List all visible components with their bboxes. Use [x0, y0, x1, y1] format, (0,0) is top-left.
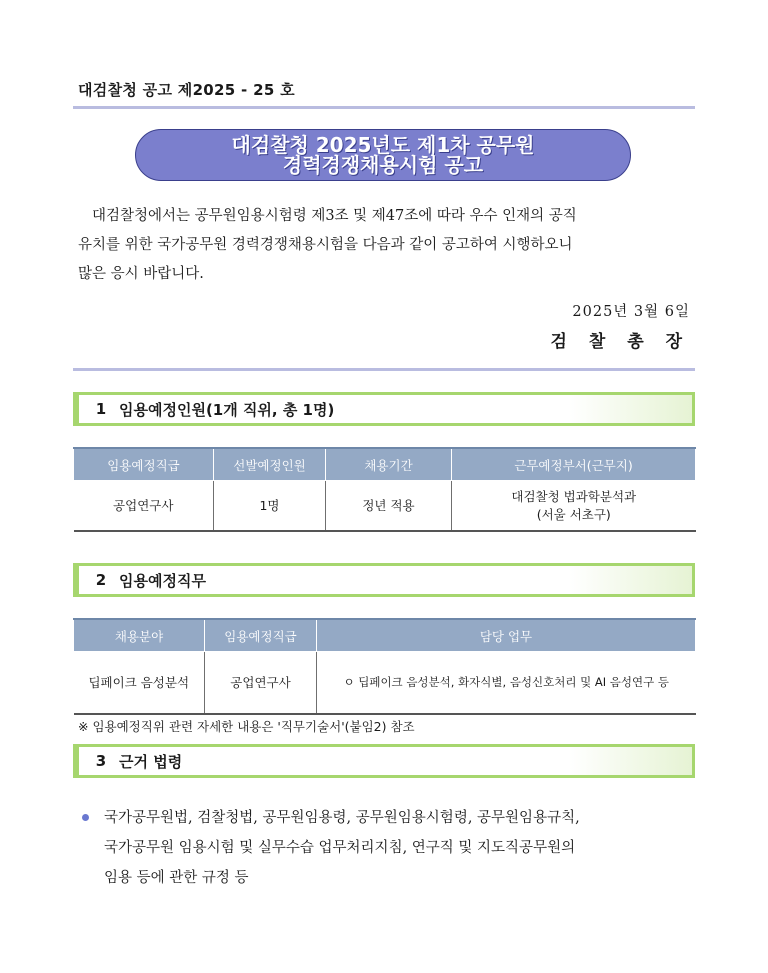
law-list [88, 803, 694, 893]
duty-table [73, 618, 696, 715]
law-line-3: 임용 등에 관한 규정 등 [104, 870, 249, 886]
section-1-number: 1 [95, 400, 107, 418]
notice-date: 2025년 3월 6일 [572, 304, 690, 320]
section-1-label: 임용예정인원(1개 직위, 총 1명) [119, 400, 335, 419]
department-location: (서울 서초구) [536, 507, 611, 523]
table-header-row [74, 448, 696, 481]
middle-divider [73, 368, 695, 371]
intro-line-2: 유치를 위한 국가공무원 경력경쟁채용시험을 다음과 같이 공고하여 시행하오니 [78, 237, 573, 253]
cell-grade: 공업연구사 [205, 652, 317, 714]
signer: 검 찰 총 장 [550, 332, 690, 352]
header-headcount: 선발예정인원 [214, 448, 326, 481]
cell-duty: ㅇ 딥페이크 음성분석, 화자식별, 음성신호처리 및 AI 음성연구 등 [317, 652, 696, 714]
law-line-1: 국가공무원법, 검찰청법, 공무원임용령, 공무원임용시험령, 공무원임용규칙, [104, 810, 580, 826]
header-grade: 임용예정직급 [205, 619, 317, 652]
cell-headcount: 1명 [214, 481, 326, 531]
section-3-header [73, 744, 695, 778]
section-1-header [73, 392, 695, 426]
bullet-icon [82, 814, 89, 821]
notice-number: 대검찰청 공고 제2025 - 25 호 [78, 81, 295, 99]
top-divider [73, 106, 695, 109]
header-period: 채용기간 [326, 448, 452, 481]
title-line-1: 대검찰청 2025년도 제1차 공무원 [231, 133, 535, 157]
section-2-header [73, 563, 695, 597]
title-line-2: 경력경쟁채용시험 공고 [282, 153, 484, 177]
intro-line-3: 많은 응시 바랍니다. [78, 266, 204, 282]
section-2-number: 2 [95, 571, 107, 589]
table-row [74, 481, 696, 531]
intro-paragraph [78, 202, 694, 289]
section-3-label: 근거 법령 [119, 752, 183, 771]
table-row [74, 652, 696, 714]
header-duty: 담당 업무 [317, 619, 696, 652]
title-banner [135, 129, 631, 181]
intro-line-1: 대검찰청에서는 공무원임용시험령 제3조 및 제47조에 따라 우수 인재의 공직 [92, 208, 577, 224]
cell-period: 정년 적용 [326, 481, 452, 531]
cell-field: 딥페이크 음성분석 [74, 652, 205, 714]
table-header-row [74, 619, 696, 652]
cell-grade: 공업연구사 [74, 481, 214, 531]
cell-department [452, 481, 696, 531]
header-grade: 임용예정직급 [74, 448, 214, 481]
reference-note: ※ 임용예정직위 관련 자세한 내용은 '직무기술서'(붙임2) 참조 [78, 719, 415, 734]
law-line-2: 국가공무원 임용시험 및 실무수습 업무처리지침, 연구직 및 지도직공무원의 [104, 840, 576, 856]
header-department: 근무예정부서(근무지) [452, 448, 696, 481]
recruitment-table [73, 447, 696, 532]
section-3-number: 3 [95, 752, 107, 770]
section-2-label: 임용예정직무 [119, 571, 206, 590]
department-name: 대검찰청 법과학분석과 [511, 489, 637, 505]
header-field: 채용분야 [74, 619, 205, 652]
